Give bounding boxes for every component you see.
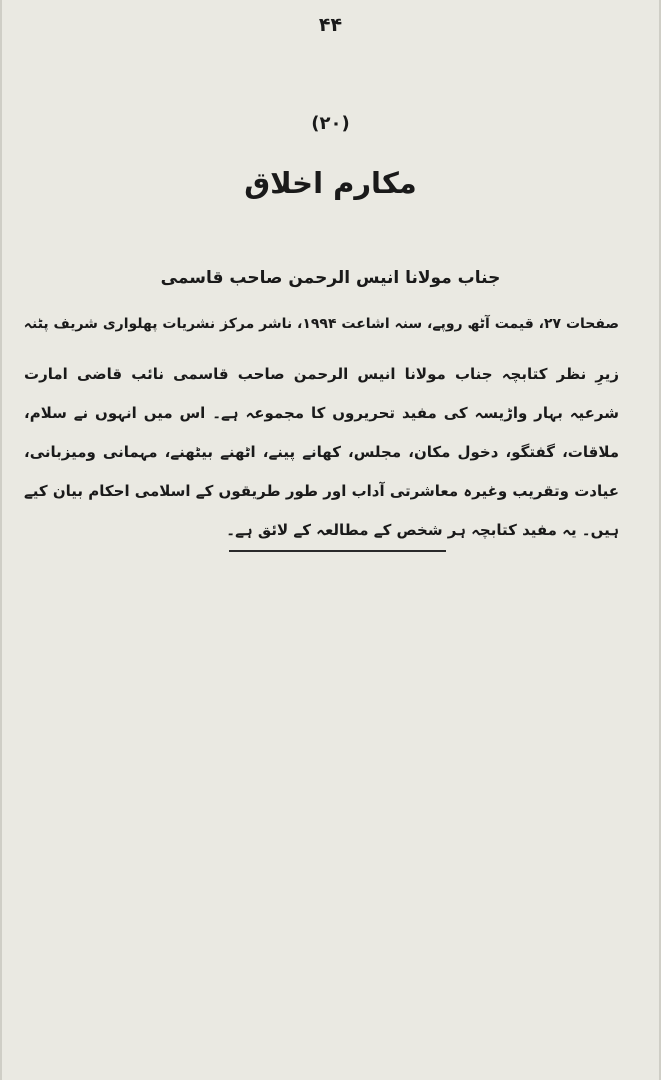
section-divider: [229, 550, 446, 552]
description-paragraph: زیرِ نظر کتابچہ جناب مولانا انیس الرحمن صاحب قاسمی نائب قاضی امارت شرعیہ بہار واڑیسہ کی مفید تحریروں کا مجموعہ ہے۔ اس میں انہوں نے سلام، ملاقات، گفتگو، دخول مکان، مجلس، کھانے پینے، اٹھنے بیٹھنے، مہمانی ومیزبانی، عیادت وتقریب وغیرہ معاشرتی آداب اور طور طریقوں کے اسلامی احکام بیان کیے ہیں۔ یہ مفید کتابچہ ہر شخص کے مطالعہ کے لائق ہے۔: [24, 365, 619, 539]
entry-number: (۲۰): [311, 113, 350, 134]
page-number: ۴۴: [318, 14, 343, 36]
author-line: جناب مولانا انیس الرحمن صاحب قاسمی: [160, 268, 501, 288]
publication-info: صفحات ۲۷، قیمت آٹھ روپے، سنہ اشاعت ۱۹۹۴، ناشر مرکز نشریات پھلواری شریف پٹنہ: [23, 316, 619, 332]
book-title: مکارم اخلاق: [244, 166, 417, 200]
